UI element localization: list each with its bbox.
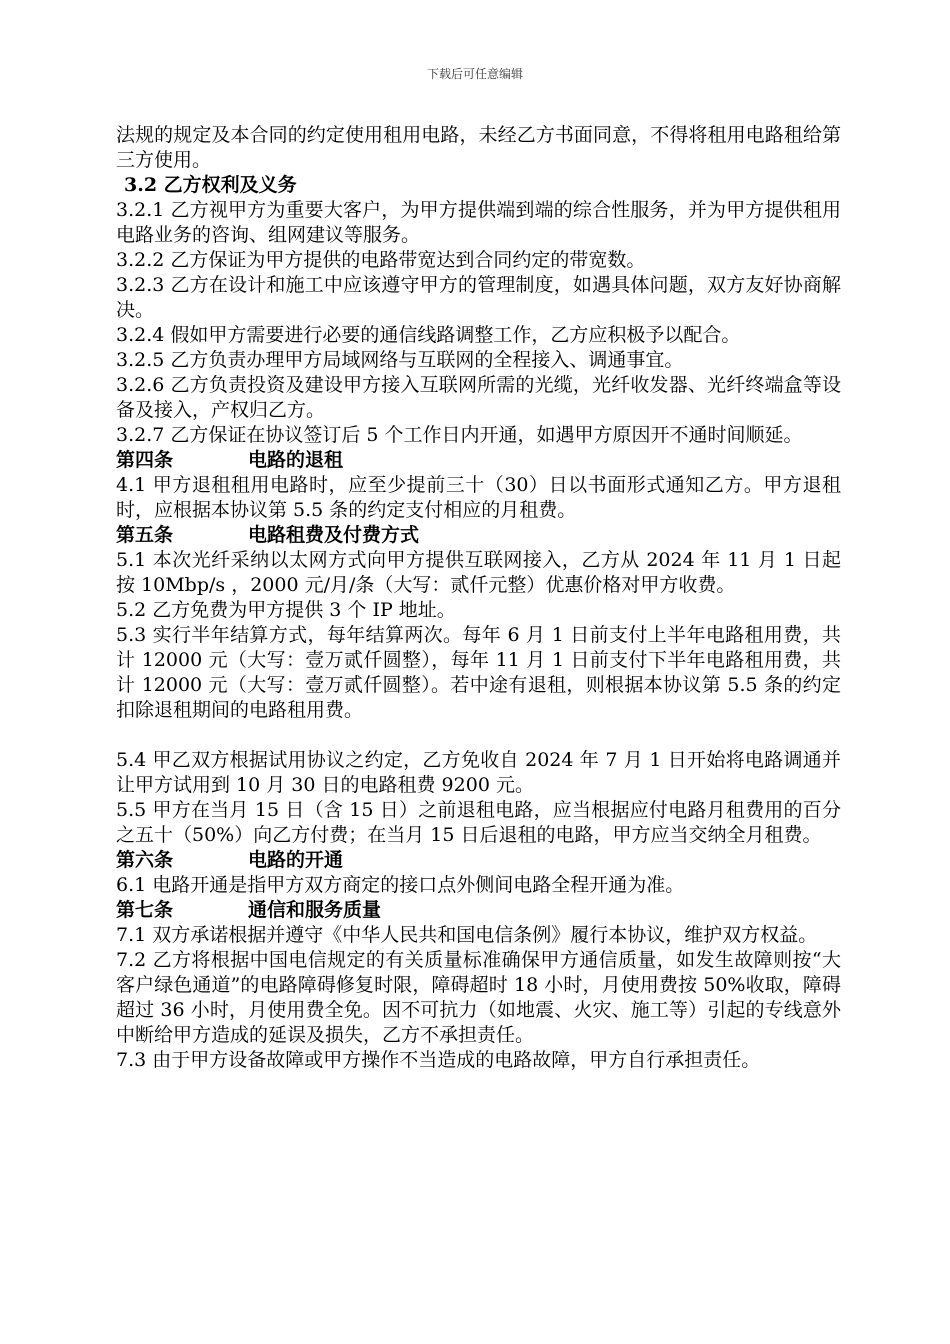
clause-3-2-7: 3.2.7 乙方保证在协议签订后 5 个工作日内开通，如遇甲方原因开不通时间顺延。	[116, 424, 803, 446]
clause-5-5: 5.5 甲方在当月 15 日（含 15 日）之前退租电路，应当根据应付电路月租费用的百分之五十（50%）向乙方付费；在当月 15 日后退租的电路，甲方应当交纳全月租费。	[116, 799, 841, 846]
article-4-title: 电路的退租	[248, 449, 344, 471]
article-6-title: 电路的开通	[248, 849, 344, 871]
clause-3-2-6: 3.2.6 乙方负责投资及建设甲方接入互联网所需的光缆，光纤收发器、光纤终端盒等设备及接入，产权归乙方。	[116, 374, 841, 421]
article-6-number: 第六条	[116, 849, 174, 871]
clause-5-3: 5.3 实行半年结算方式，每年结算两次。每年 6 月 1 日前支付上半年电路租用费，共计 12000 元（大写：壹万贰仟圆整），每年 11 月 1 日前支付下半年电路租用费，共计 12000 元（大写：壹万贰仟圆整）。若中途有退租，则根据本协议第 5.5 条的约定扣除退租期间的电路租用费。	[116, 624, 841, 721]
article-5-heading	[116, 523, 841, 548]
article-6-heading	[116, 848, 841, 873]
document-body	[116, 123, 841, 1073]
clause-3-2-4: 3.2.4 假如甲方需要进行必要的通信线路调整工作，乙方应积极予以配合。	[116, 324, 741, 346]
clause-5-1: 5.1 本次光纤采纳以太网方式向甲方提供互联网接入，乙方从 2024 年 11 月 1 日起按 10Mbp/s ，2000 元/月/条（大写：贰仟元整）优惠价格对甲方收费。	[116, 549, 841, 596]
clause-7-1: 7.1 双方承诺根据并遵守《中华人民共和国电信条例》履行本协议，维护双方权益。	[116, 924, 818, 946]
clause-3-2-3: 3.2.3 乙方在设计和施工中应该遵守甲方的管理制度，如遇具体问题，双方友好协商解决。	[116, 274, 841, 321]
article-7-number: 第七条	[116, 899, 174, 921]
clause-4-1: 4.1 甲方退租租用电路时，应至少提前三十（30）日以书面形式通知乙方。甲方退租时，应根据本协议第 5.5 条的约定支付相应的月租费。	[116, 474, 841, 521]
article-7-heading	[116, 898, 841, 923]
paragraph-continuation: 法规的规定及本合同的约定使用租用电路，未经乙方书面同意，不得将租用电路租给第三方使用。	[116, 124, 841, 171]
clause-6-1: 6.1 电路开通是指甲方双方商定的接口点外侧间电路全程开通为准。	[116, 874, 685, 896]
clause-3-2-1: 3.2.1 乙方视甲方为重要大客户，为甲方提供端到端的综合性服务，并为甲方提供租用电路业务的咨询、组网建议等服务。	[116, 199, 841, 246]
article-4-heading	[116, 448, 841, 473]
clause-3-2-2: 3.2.2 乙方保证为甲方提供的电路带宽达到合同约定的带宽数。	[116, 249, 646, 271]
article-7-title: 通信和服务质量	[248, 899, 382, 921]
page-header: 下载后可任意编辑	[426, 67, 523, 81]
clause-5-2: 5.2 乙方免费为甲方提供 3 个 IP 地址。	[116, 599, 456, 621]
blank-line	[116, 723, 841, 748]
article-5-number: 第五条	[116, 524, 174, 546]
clause-5-4: 5.4 甲乙双方根据试用协议之约定，乙方免收自 2024 年 7 月 1 日开始将电路调通并让甲方试用到 10 月 30 日的电路租费 9200 元。	[116, 749, 841, 796]
article-4-number: 第四条	[116, 449, 174, 471]
clause-7-2: 7.2 乙方将根据中国电信规定的有关质量标准确保甲方通信质量，如发生故障则按“大客户绿色通道”的电路障碍修复时限，障碍超时 18 小时，月使用费按 50%收取，障碍超过 36 小时，月使用费全免。因不可抗力（如地震、火灾、施工等）引起的专线意外中断给甲方造成的延误及损失，乙方不承担责任。	[116, 949, 841, 1046]
article-5-title: 电路租费及付费方式	[248, 524, 420, 546]
clause-7-3: 7.3 由于甲方设备故障或甲方操作不当造成的电路故障，甲方自行承担责任。	[116, 1049, 761, 1071]
clause-3-2-5: 3.2.5 乙方负责办理甲方局域网络与互联网的全程接入、调通事宜。	[116, 349, 684, 371]
section-heading-3-2: 3.2 乙方权利及义务	[124, 174, 297, 196]
